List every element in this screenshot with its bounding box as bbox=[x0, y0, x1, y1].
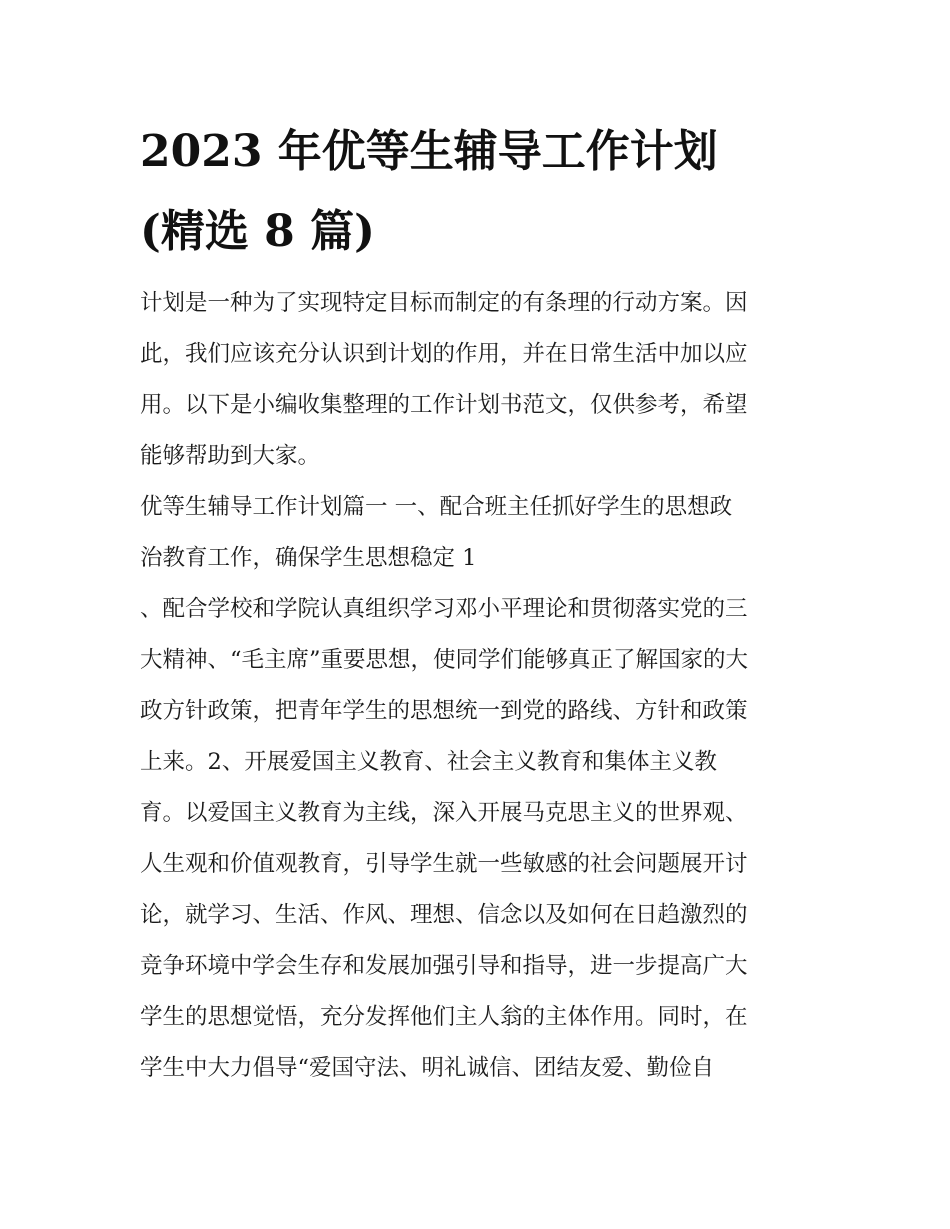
title-line-1: 2023 年优等生辅导工作计划 bbox=[140, 126, 718, 177]
body-line: 能够帮助到大家。 bbox=[140, 443, 321, 469]
document-body bbox=[140, 278, 820, 1094]
title-line-2: (精选 8 篇) bbox=[140, 206, 375, 257]
body-line: 治教育工作，确保学生思想稳定 1 bbox=[140, 545, 477, 571]
body-line: 用。以下是小编收集整理的工作计划书范文，仅供参考，希望 bbox=[140, 392, 748, 418]
body-line: 竞争环境中学会生存和发展加强引导和指导，进一步提高广大 bbox=[140, 953, 748, 979]
body-line: 优等生辅导工作计划篇一 一、配合班主任抓好学生的思想政 bbox=[140, 494, 733, 520]
document-title bbox=[140, 112, 840, 272]
body-line: 学生的思想觉悟，充分发挥他们主人翁的主体作用。同时，在 bbox=[140, 1004, 748, 1030]
body-line: 此，我们应该充分认识到计划的作用，并在日常生活中加以应 bbox=[140, 341, 748, 367]
body-line: 政方针政策，把青年学生的思想统一到党的路线、方针和政策 bbox=[140, 698, 748, 724]
body-line: 育。以爱国主义教育为主线，深入开展马克思主义的世界观、 bbox=[140, 800, 748, 826]
body-line: 上来。2、开展爱国主义教育、社会主义教育和集体主义教 bbox=[140, 749, 717, 775]
body-line: 计划是一种为了实现特定目标而制定的有条理的行动方案。因 bbox=[140, 290, 748, 316]
body-line: 学生中大力倡导“爱国守法、明礼诚信、团结友爱、勤俭自 bbox=[140, 1055, 715, 1081]
body-line: 、配合学校和学院认真组织学习邓小平理论和贯彻落实党的三 bbox=[140, 596, 748, 622]
body-line: 大精神、“毛主席”重要思想，使同学们能够真正了解国家的大 bbox=[140, 647, 749, 673]
body-line: 人生观和价值观教育，引导学生就一些敏感的社会问题展开讨 bbox=[140, 851, 748, 877]
body-line: 论，就学习、生活、作风、理想、信念以及如何在日趋激烈的 bbox=[140, 902, 748, 928]
